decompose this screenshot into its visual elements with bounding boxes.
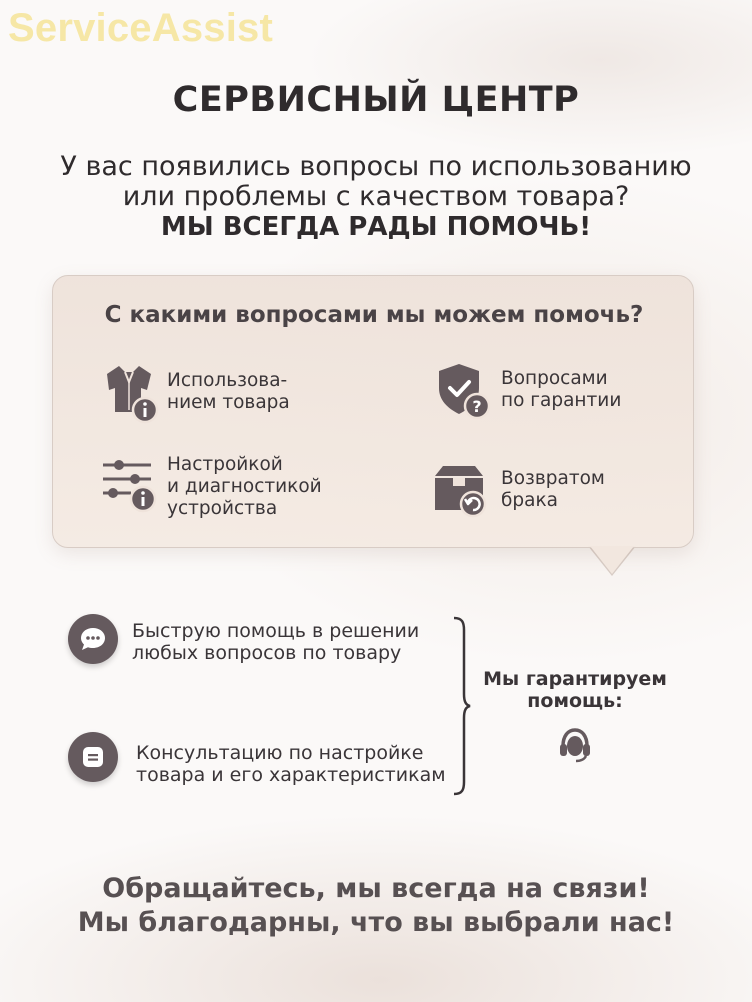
benefit-text-1 <box>132 620 419 664</box>
topic-return-line-1: Возвратом <box>501 468 605 489</box>
closing-text <box>0 872 752 940</box>
brand-logo: ServiceAssist <box>8 6 274 50</box>
sliders-info-icon <box>97 455 161 519</box>
intro-line-2: или проблемы с качеством товара? <box>122 181 630 212</box>
topic-warranty <box>431 358 621 422</box>
shield-question-icon <box>431 358 495 422</box>
topic-setup-line-1: Настройкой <box>167 454 283 475</box>
intro-text <box>0 152 752 242</box>
benefit-badge-1 <box>68 614 118 664</box>
intro-line-1: У вас появились вопросы по использованию <box>60 151 692 182</box>
topic-return <box>431 458 605 522</box>
benefit-1-line-2: любых вопросов по товару <box>132 642 402 664</box>
benefit-2-line-2: товара и его характеристикам <box>136 764 446 786</box>
card-tail <box>590 546 634 574</box>
page-title: СЕРВИСНЫЙ ЦЕНТР <box>172 80 580 120</box>
closing-line-2: Мы благодарны, что вы выбрали нас! <box>77 907 675 938</box>
topic-setup <box>97 454 322 520</box>
guarantee-line-1: Мы гарантируем <box>483 668 667 690</box>
document-icon <box>80 744 106 770</box>
svg-text:?: ? <box>472 397 482 416</box>
intro-line-3: МЫ ВСЕГДА РАДЫ ПОМОЧЬ! <box>160 212 592 242</box>
benefit-text-2 <box>136 742 446 786</box>
topic-usage-line-2: нием товара <box>167 392 290 413</box>
topic-setup-line-2: и диагностикой <box>167 476 322 497</box>
benefit-badge-2 <box>68 732 118 782</box>
guarantee-line-2: помощь: <box>527 690 623 712</box>
topic-setup-line-3: устройства <box>167 498 278 519</box>
topic-warranty-line-2: по гарантии <box>501 390 622 411</box>
help-topics-card <box>52 275 694 548</box>
chat-bubble-icon <box>79 625 107 653</box>
topic-warranty-line-1: Вопросами <box>501 368 608 389</box>
guarantee-block <box>480 668 670 769</box>
shirt-info-icon <box>97 360 161 424</box>
headset-icon <box>555 724 595 764</box>
closing-line-1: Обращайтесь, мы всегда на связи! <box>102 873 650 904</box>
topic-return-line-2: брака <box>501 490 558 511</box>
curly-bracket <box>452 616 472 796</box>
benefit-2-line-1: Консультацию по настройке <box>136 742 424 764</box>
topic-usage-line-1: Использова- <box>167 370 288 391</box>
box-return-icon <box>431 458 495 522</box>
card-heading: С какими вопросами мы можем помочь? <box>104 302 644 328</box>
topic-usage <box>97 360 290 424</box>
benefit-1-line-1: Быструю помощь в решении <box>132 620 420 642</box>
